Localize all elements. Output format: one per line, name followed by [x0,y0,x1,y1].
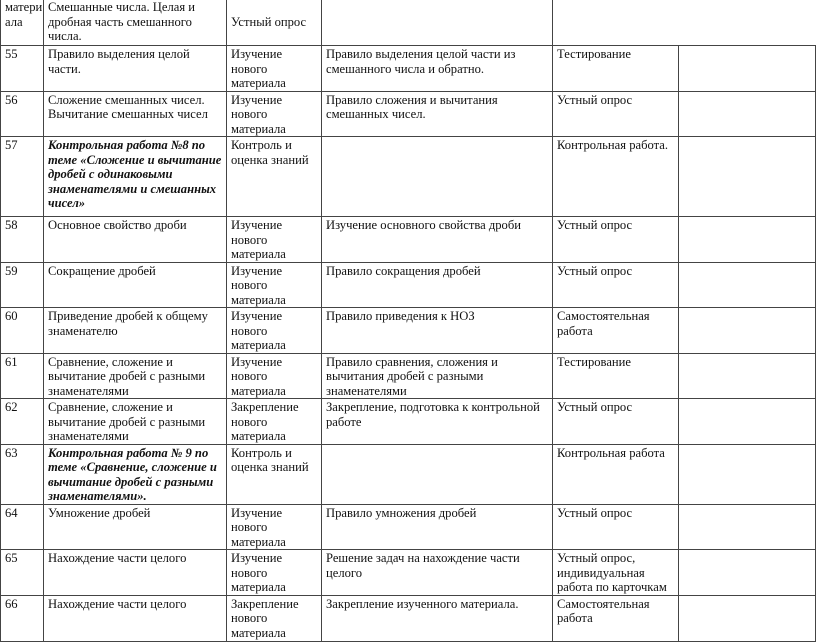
cell-control: Самостоятельная работа [553,308,679,354]
cell-type: Контроль и оценка знаний [227,137,322,217]
cell-type: Закрепление нового материала [227,595,322,641]
cell-notes [679,217,816,263]
table-row [1,137,816,217]
cell-notes [679,46,816,92]
cell-notes [679,91,816,137]
cell-type: Изучение нового материала [227,550,322,596]
cell-type: Изучение нового материала [227,504,322,550]
cell-control: Тестирование [553,353,679,399]
cell-control: Контрольная работа [553,444,679,504]
cell-topic: Сравнение, сложение и вычитание дробей с разными знаменателями [44,353,227,399]
cell-number: 64 [1,504,44,550]
cell-control: Устный опрос [553,217,679,263]
cell-control: Самостоятельная работа [553,595,679,641]
cell-control: Тестирование [553,46,679,92]
cell-number: 65 [1,550,44,596]
cell-content: Закрепление, подготовка к контрольной работе [322,399,553,445]
cell-number: 57 [1,137,44,217]
cell-type: Изучение нового материала [227,217,322,263]
cell-topic: Сокращение дробей [44,262,227,308]
cell-control: Устный опрос, индивидуальная работа по карточкам [553,550,679,596]
cell-topic: Нахождение части целого [44,595,227,641]
cell-content: Правило сложения и вычитания смешанных чисел. [322,91,553,137]
table-row [1,91,816,137]
cell-number: 60 [1,308,44,354]
cell-notes [679,137,816,217]
table-row [1,308,816,354]
table-row [1,444,816,504]
table-row [1,217,816,263]
cell-control: Устный опрос [553,399,679,445]
cell-number: 62 [1,399,44,445]
cell-topic: Правило выделения целой части. [44,46,227,92]
cell-control: Устный опрос [553,504,679,550]
cell-topic: Контрольная работа № 9 по теме «Сравнение, сложение и вычитание дробей с разными знаменателями». [44,444,227,504]
cell-empty [553,0,816,46]
cell-notes [679,399,816,445]
cell-notes [679,308,816,354]
cell-type: Устный опрос [227,0,322,46]
cell-content: Решение задач на нахождение части целого [322,550,553,596]
table-row [1,504,816,550]
cell-content: Правило сравнения, сложения и вычитания дробей с разными знаменателями [322,353,553,399]
cell-type: Изучение нового материала [227,308,322,354]
cell-type: Изучение нового материала [227,91,322,137]
table-row [1,262,816,308]
table-row [1,595,816,641]
cell-number: 58 [1,217,44,263]
cell-content: Правило сокращения дробей [322,262,553,308]
cell-topic: Сравнение, сложение и вычитание дробей с разными знаменателями [44,399,227,445]
cell-notes [679,504,816,550]
cell-type: Изучение нового материала [227,46,322,92]
cell-topic: Приведение дробей к общему знаменателю [44,308,227,354]
cell-content [322,137,553,217]
cell-type: Изучение нового материала [227,353,322,399]
cell-topic: Смешанные числа. Целая и дробная часть смешанного числа. [44,0,227,46]
cell-topic: Контрольная работа №8 по теме «Сложение и вычитание дробей с одинаковыми знаменателями и смешанных чисел» [44,137,227,217]
cell-type: Изучение нового материала [227,262,322,308]
cell-type: Контроль и оценка знаний [227,444,322,504]
cell-notes [679,550,816,596]
cell-notes [679,444,816,504]
cell-notes [679,262,816,308]
table-row [1,353,816,399]
cell-topic: Умножение дробей [44,504,227,550]
cell-content [322,0,553,46]
cell-content: Закрепление изученного материала. [322,595,553,641]
cell-number: 59 [1,262,44,308]
cell-number: матери ала [1,0,44,46]
table-row [1,550,816,596]
cell-topic: Сложение смешанных чисел. Вычитание смешанных чисел [44,91,227,137]
cell-notes [679,595,816,641]
cell-number: 66 [1,595,44,641]
cell-number: 63 [1,444,44,504]
cell-content: Изучение основного свойства дроби [322,217,553,263]
cell-content: Правило умножения дробей [322,504,553,550]
cell-topic: Основное свойство дроби [44,217,227,263]
table-row [1,399,816,445]
cell-content: Правило приведения к НОЗ [322,308,553,354]
cell-topic: Нахождение части целого [44,550,227,596]
table-row [1,0,816,46]
table-row [1,46,816,92]
cell-control: Контрольная работа. [553,137,679,217]
cell-type: Закрепление нового материала [227,399,322,445]
cell-number: 61 [1,353,44,399]
cell-control: Устный опрос [553,262,679,308]
cell-number: 56 [1,91,44,137]
cell-number: 55 [1,46,44,92]
cell-notes [679,353,816,399]
cell-control: Устный опрос [553,91,679,137]
cell-content: Правило выделения целой части из смешанного числа и обратно. [322,46,553,92]
cell-content [322,444,553,504]
